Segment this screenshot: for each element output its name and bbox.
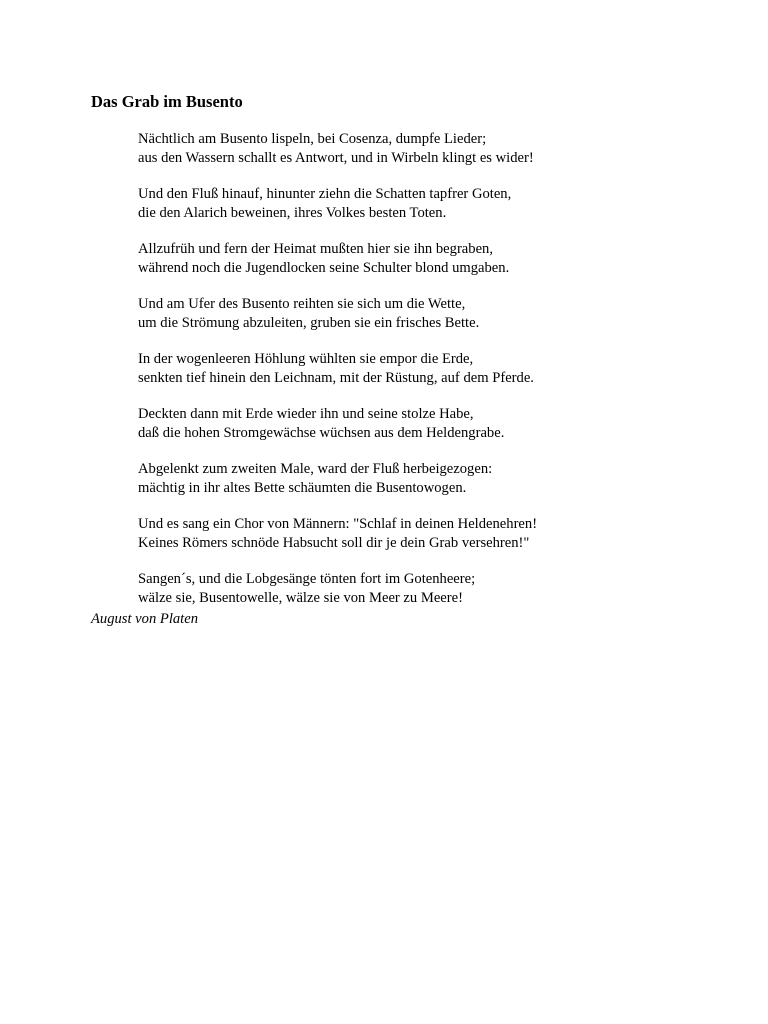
poem-line: Und den Fluß hinauf, hinunter ziehn die Schatten tapfrer Goten, [138, 186, 512, 202]
stanza-2 [138, 185, 738, 223]
stanza-6 [138, 405, 738, 443]
poem-line: wälze sie, Busentowelle, wälze sie von Meer zu Meere! [138, 590, 463, 606]
poem-line: daß die hohen Stromgewächse wüchsen aus dem Heldengrabe. [138, 425, 505, 441]
poem-title: Das Grab im Busento [91, 92, 243, 111]
poem-body [138, 130, 738, 625]
poem-line: Abgelenkt zum zweiten Male, ward der Fluß herbeigezogen: [138, 461, 493, 477]
poem-line: Allzufrüh und fern der Heimat mußten hier sie ihn begraben, [138, 241, 493, 257]
stanza-7 [138, 460, 738, 498]
stanza-8 [138, 515, 738, 553]
poem-line: die den Alarich beweinen, ihres Volkes besten Toten. [138, 205, 447, 221]
poem-line: während noch die Jugendlocken seine Schulter blond umgaben. [138, 260, 510, 276]
poem-line: aus den Wassern schallt es Antwort, und in Wirbeln klingt es wider! [138, 150, 534, 166]
poem-line: Deckten dann mit Erde wieder ihn und seine stolze Habe, [138, 406, 474, 422]
poem-author: August von Platen [91, 611, 199, 627]
stanza-5 [138, 350, 738, 388]
poem-line: senkten tief hinein den Leichnam, mit der Rüstung, auf dem Pferde. [138, 370, 534, 386]
stanza-3 [138, 240, 738, 278]
poem-line: Sangen´s, und die Lobgesänge tönten fort im Gotenheere; [138, 571, 476, 587]
stanza-1 [138, 130, 738, 168]
stanza-9 [138, 570, 738, 608]
stanza-4 [138, 295, 738, 333]
poem-line: mächtig in ihr altes Bette schäumten die Busentowogen. [138, 480, 467, 496]
poem-line: um die Strömung abzuleiten, gruben sie ein frisches Bette. [138, 315, 480, 331]
poem-line: Und am Ufer des Busento reihten sie sich um die Wette, [138, 296, 466, 312]
poem-line: Und es sang ein Chor von Männern: "Schlaf in deinen Heldenehren! [138, 516, 538, 532]
poem-line: In der wogenleeren Höhlung wühlten sie empor die Erde, [138, 351, 474, 367]
poem-line: Nächtlich am Busento lispeln, bei Cosenza, dumpfe Lieder; [138, 131, 487, 147]
poem-line: Keines Römers schnöde Habsucht soll dir je dein Grab versehren!" [138, 535, 530, 551]
